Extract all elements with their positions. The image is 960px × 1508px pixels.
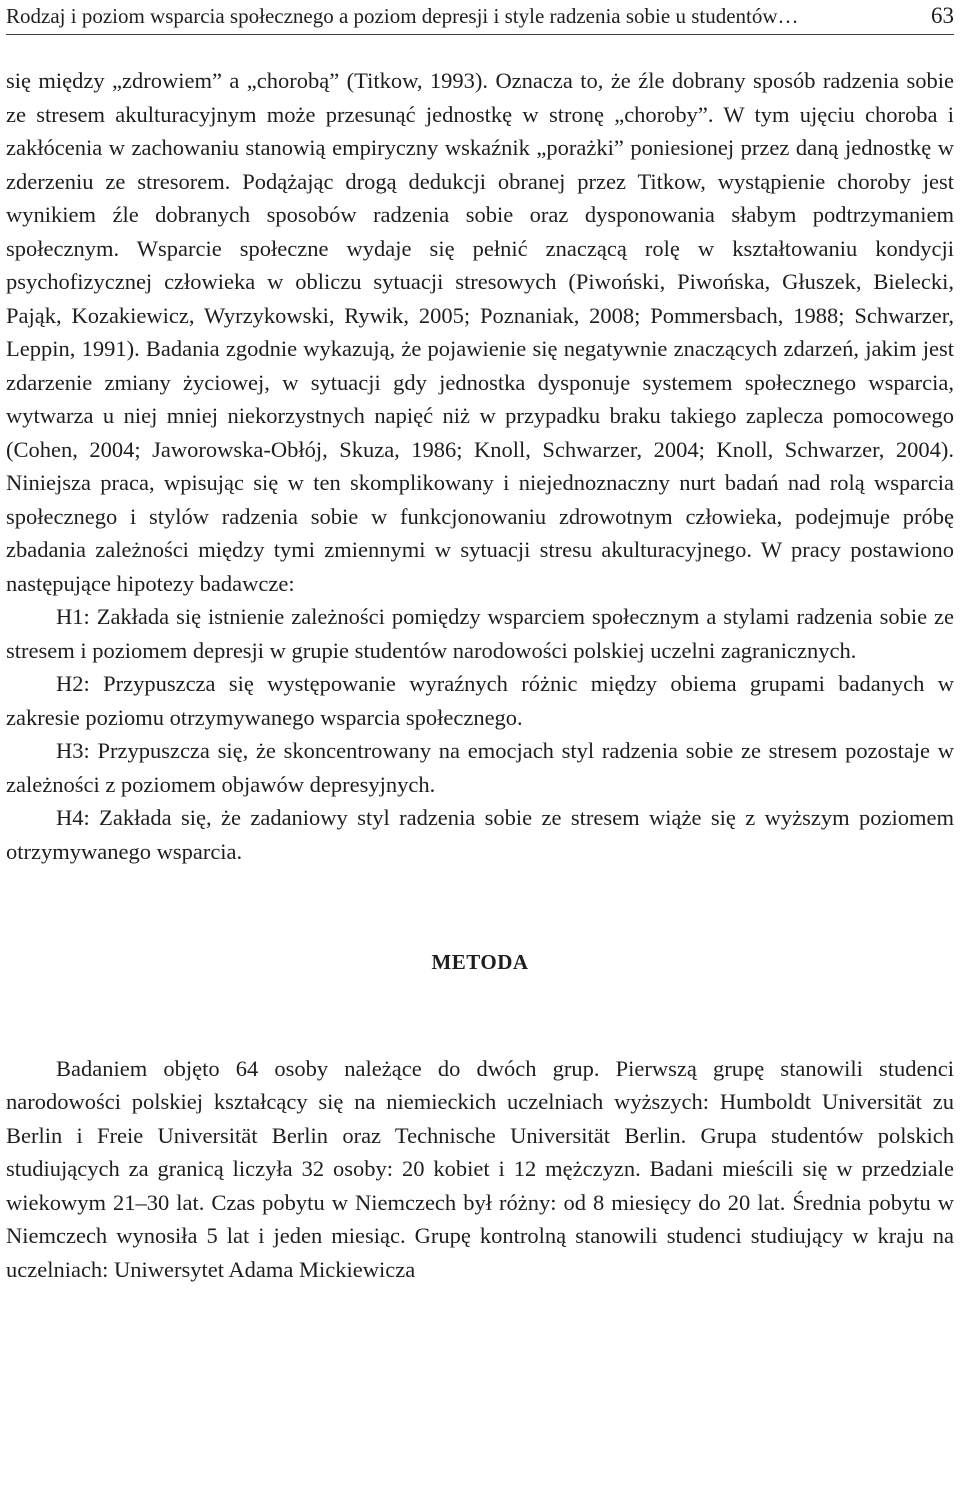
- method-paragraph: Badaniem objęto 64 osoby należące do dwóch grup. Pierwszą grupę stanowili studenci narodowości polskiej kształcący się na niemieckich uczelniach wyższych: Humboldt Universität zu Berlin i Freie Universität Berlin oraz Technische Universität Berlin. Grupa studentów polskich studiujących za granicą liczyła 32 osoby: 20 kobiet i 12 mężczyzn. Badani mieścili się w przedziale wiekowym 21–30 lat. Czas pobytu w Niemczech był różny: od 8 miesięcy do 20 lat. Średnia pobytu w Niemczech wynosiła 5 lat i jeden miesiąc. Grupę kontrolną stanowili studenci studiujący w kraju na uczelniach: Uniwersytet Adama Mickiewicza: [6, 1055, 954, 1282]
- intro-paragraph: się między „zdrowiem” a „chorobą” (Titkow, 1993). Oznacza to, że źle dobrany sposób radzenia sobie ze stresem akulturacyjnym może przesunąć jednostkę w stronę „choroby”. W tym ujęciu choroba i zakłócenia w zachowaniu stanowią empiryczny wskaźnik „porażki” poniesionej przez daną jednostkę w zderzeniu ze stresorem. Podążając drogą dedukcji obranej przez Titkow, wystąpienie choroby jest wynikiem źle dobranych sposobów radzenia sobie oraz dysponowania słabym podtrzymaniem społecznym. Wsparcie społeczne wydaje się pełnić znaczącą rolę w kształtowaniu kondycji psychofizycznej człowieka w obliczu sytuacji stresowych (Piwoński, Piwońska, Głuszek, Bielecki, Pająk, Kozakiewicz, Wyrzykowski, Rywik, 2005; Poznaniak, 2008; Pommersbach, 1988; Schwarzer, Leppin, 1991). Badania zgodnie wykazują, że pojawienie się negatywnie znaczących zdarzeń, jakim jest zdarzenie zmiany życiowej, w sytuacji gdy jednostka dysponuje systemem społecznego wsparcia, wytwarza u niej mniej niekorzystnych napięć niż w przypadku braku takiego zaplecza pomocowego (Cohen, 2004; Jaworowska-Obłój, Skuza, 1986; Knoll, Schwarzer, 2004; Knoll, Schwarzer, 2004). Niniejsza praca, wpisując się w ten skomplikowany i niejednoznaczny nurt badań nad rolą wsparcia społecznego i stylów radzenia sobie w funkcjonowaniu zdrowotnym człowieka, podejmuje próbę zbadania zależności między tymi zmiennymi w sytuacji stresu akulturacyjnego. W pracy postawiono następujące hipotezy badawcze:: [6, 68, 954, 596]
- hypothesis-h3: H3: Przypuszcza się, że skoncentrowany na emocjach styl radzenia sobie ze stresem pozostaje w zależności z poziomem objawów depresyjnych.: [6, 738, 954, 797]
- hypothesis-h2: H2: Przypuszcza się występowanie wyraźnych różnic między obiema grupami badanych w zakresie poziomu otrzymywanego wsparcia społecznego.: [6, 671, 954, 730]
- hypothesis-h4: H4: Zakłada się, że zadaniowy styl radzenia sobie ze stresem wiąże się z wyższym poziomem otrzymywanego wsparcia.: [6, 805, 954, 864]
- page-body: [6, 64, 954, 1286]
- page-number: 63: [931, 3, 954, 28]
- section-heading-metoda: METODA: [431, 950, 529, 974]
- hypothesis-h1: H1: Zakłada się istnienie zależności pomiędzy wsparciem społecznym a stylami radzenia sobie ze stresem i poziomem depresji w grupie studentów narodowości polskiej uczelni zagranicznych.: [6, 604, 954, 663]
- running-header: [6, 0, 954, 35]
- running-title: Rodzaj i poziom wsparcia społecznego a poziom depresji i style radzenia sobie u studentów…: [6, 4, 799, 28]
